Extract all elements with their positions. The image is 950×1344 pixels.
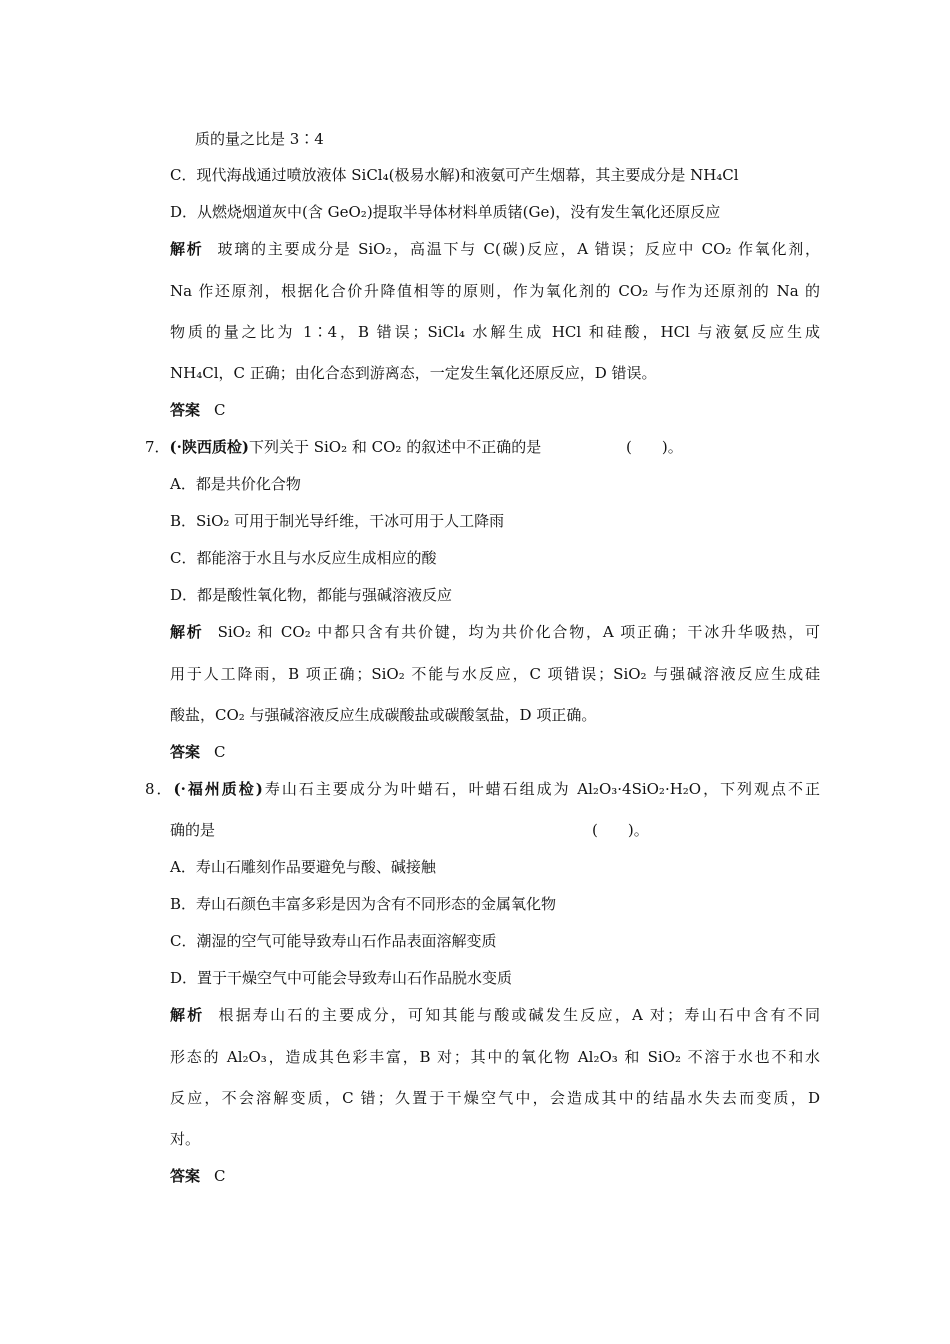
q7-option-d: D．都是酸性氧化物，都能与强碱溶液反应 — [170, 586, 453, 604]
prev-option-tail: 质的量之比是 3∶4 — [195, 130, 324, 148]
q7-analysis-line-3: 酸盐，CO₂ 与强碱溶液反应生成碳酸盐或碳酸氢盐，D 项正确。 — [170, 706, 597, 724]
q6-analysis-line-3: 物质的量之比为 1∶4，B 错误；SiCl₄ 水解生成 HCl 和硅酸，HCl 与液氨反应生成 — [170, 323, 820, 341]
q7-answer-value: C — [214, 743, 226, 761]
q8-answer-value: C — [214, 1167, 226, 1185]
q8-answer-paren: ( )。 — [592, 821, 649, 839]
q8-option-c: C．潮湿的空气可能导致寿山石作品表面溶解变质 — [170, 932, 497, 950]
q6-answer — [170, 399, 820, 421]
q8-option-b: B．寿山石颜色丰富多彩是因为含有不同形态的金属氧化物 — [170, 895, 557, 913]
q6-analysis-line-4: NH₄Cl，C 正确；由化合态到游离态，一定发生氧化还原反应，D 错误。 — [170, 364, 657, 382]
q6-option-d: D．从燃烧烟道灰中(含 GeO₂)提取半导体材料单质锗(Ge)，没有发生氧化还原反应 — [170, 203, 721, 221]
q8-analysis-line-2: 形态的 Al₂O₃，造成其色彩丰富，B 对；其中的氧化物 Al₂O₃ 和 SiO₂ 不溶于水也不和水 — [170, 1048, 820, 1066]
q8-stem-line-2: 确的是 — [170, 821, 216, 839]
q6-analysis-line-2: Na 作还原剂，根据化合价升降值相等的原则，作为氧化剂的 CO₂ 与作为还原剂的 Na 的 — [170, 282, 820, 300]
q7-answer — [170, 741, 820, 763]
q6-analysis-label: 解析 — [170, 240, 204, 258]
q7-answer-paren: ( )。 — [626, 438, 683, 456]
q7-option-c: C．都能溶于水且与水反应生成相应的酸 — [170, 549, 437, 567]
q8-option-d: D．置于干燥空气中可能会导致寿山石作品脱水变质 — [170, 969, 513, 987]
q7-option-a: A．都是共价化合物 — [170, 475, 301, 493]
q6-option-c: C．现代海战通过喷放液体 SiCl₄(极易水解)和液氨可产生烟幕，其主要成分是 NH₄Cl — [170, 166, 739, 184]
q8-source: (·福州质检) — [173, 780, 263, 798]
q7-answer-label: 答案 — [170, 743, 201, 761]
q7-option-b: B．SiO₂ 可用于制光导纤维，干冰可用于人工降雨 — [170, 512, 505, 530]
q8-answer — [170, 1165, 820, 1187]
q8-analysis-line-1: 解析 根据寿山石的主要成分，可知其能与酸或碱发生反应，A 对；寿山石中含有不同 — [170, 1006, 820, 1024]
q6-analysis-line-1: 解析 玻璃的主要成分是 SiO₂，高温下与 C(碳)反应，A 错误；反应中 CO₂ 作氧化剂， — [170, 240, 820, 258]
q8-analysis-label: 解析 — [170, 1006, 205, 1024]
q8-answer-label: 答案 — [170, 1167, 201, 1185]
q8-stem — [145, 778, 820, 800]
q8-analysis-line-3: 反应，不会溶解变质，C 错；久置于干燥空气中，会造成其中的结晶水失去而变质，D — [170, 1089, 820, 1107]
q6-answer-value: C — [214, 401, 226, 419]
q7-analysis-line-1: 解析 SiO₂ 和 CO₂ 中都只含有共价键，均为共价化合物，A 项正确；干冰升华吸热，可 — [170, 623, 820, 641]
q7-number: 7． — [145, 438, 170, 456]
q8-number: 8． — [145, 780, 174, 798]
q8-stem-text: 寿山石主要成分为叶蜡石，叶蜡石组成为 Al₂O₃·4SiO₂·H₂O，下列观点不正 — [262, 780, 820, 798]
q7-source: (·陕西质检) — [169, 438, 249, 456]
q7-stem-text: 下列关于 SiO₂ 和 CO₂ 的叙述中不正确的是 — [248, 438, 542, 456]
q7-stem — [145, 436, 820, 458]
q7-analysis-line-2: 用于人工降雨，B 项正确；SiO₂ 不能与水反应，C 项错误；SiO₂ 与强碱溶液反应生成硅 — [170, 665, 820, 683]
q7-analysis-label: 解析 — [170, 623, 204, 641]
q6-answer-label: 答案 — [170, 401, 201, 419]
q8-analysis-line-4: 对。 — [170, 1130, 201, 1148]
q8-option-a: A．寿山石雕刻作品要避免与酸、碱接触 — [170, 858, 436, 876]
